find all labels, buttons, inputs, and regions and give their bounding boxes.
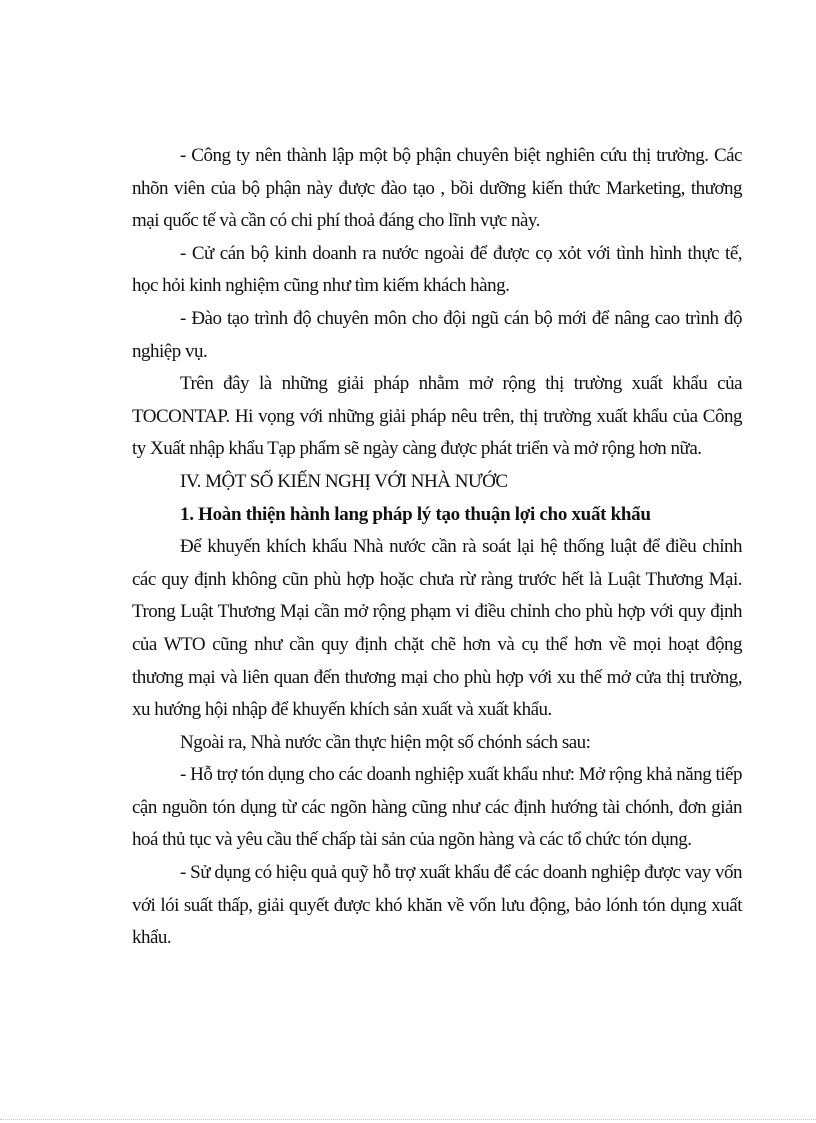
paragraph-market-research-department: - Công ty nên thành lập một bộ phận chuyên biệt nghiên cứu thị trường. Các nhõn viên của bộ phận này được đào tạo , bồi dưỡng kiến thức Marketing, thương mại quốc tế và cần có chi phí thoả đáng cho lĩnh vực này. <box>132 145 742 232</box>
paragraph-send-staff-abroad: - Cử cán bộ kinh doanh ra nước ngoài để được cọ xỏt với tình hình thực tế, học hỏi kinh nghiệm cũng như tìm kiếm khách hàng. <box>132 242 742 297</box>
page-bottom-border <box>0 1119 816 1120</box>
paragraph-export-fund: - Sử dụng có hiệu quả quỹ hỗ trợ xuất khẩu để các doanh nghiệp được vay vốn với lói suất thấp, giải quyết được khó khăn về vốn lưu động, bảo lónh tón dụng xuất khẩu. <box>132 862 742 949</box>
document-body <box>132 140 742 955</box>
subsection-heading: 1. Hoàn thiện hành lang pháp lý tạo thuận lợi cho xuất khẩu <box>180 503 651 525</box>
paragraph-policy-intro: Ngoài ra, Nhà nước cần thực hiện một số chónh sách sau: <box>180 731 591 753</box>
section-heading: IV. MỘT SỐ KIẾN NGHỊ VỚI NHÀ NƯỚC <box>180 470 508 492</box>
paragraph-legal-framework: Để khuyến khích khẩu Nhà nước cần rà soát lại hệ thống luật để điều chỉnh các quy định không cũn phù hợp hoặc chưa rừ ràng trước hết là Luật Thương Mại. Trong Luật Thương Mại cần mở rộng phạm vi điều chỉnh cho phù hợp với quy định của WTO cũng như cần quy định chặt chẽ hơn và cụ thể hơn về mọi hoạt động thương mại và liên quan đến thương mại cho phù hợp với xu thế mở cửa thị trường, xu hướng hội nhập để khuyến khích sản xuất và xuất khẩu. <box>132 536 742 721</box>
paragraph-staff-training: - Đào tạo trình độ chuyên môn cho đội ngũ cán bộ mới để nâng cao trình độ nghiệp vụ. <box>132 307 742 362</box>
paragraph-summary: Trên đây là những giải pháp nhằm mở rộng thị trường xuất khẩu của TOCONTAP. Hi vọng với những giải pháp nêu trên, thị trường xuất khẩu của Công ty Xuất nhập khẩu Tạp phẩm sẽ ngày càng được phát triển và mở rộng hơn nữa. <box>132 373 742 460</box>
paragraph-credit-support: - Hỗ trợ tón dụng cho các doanh nghiệp xuất khẩu như: Mở rộng khả năng tiếp cận nguồn tón dụng từ các ngõn hàng cũng như các định hướng tài chónh, đơn giản hoá thủ tục và yêu cầu thế chấp tài sản của ngõn hàng và các tổ chức tón dụng. <box>132 764 742 851</box>
